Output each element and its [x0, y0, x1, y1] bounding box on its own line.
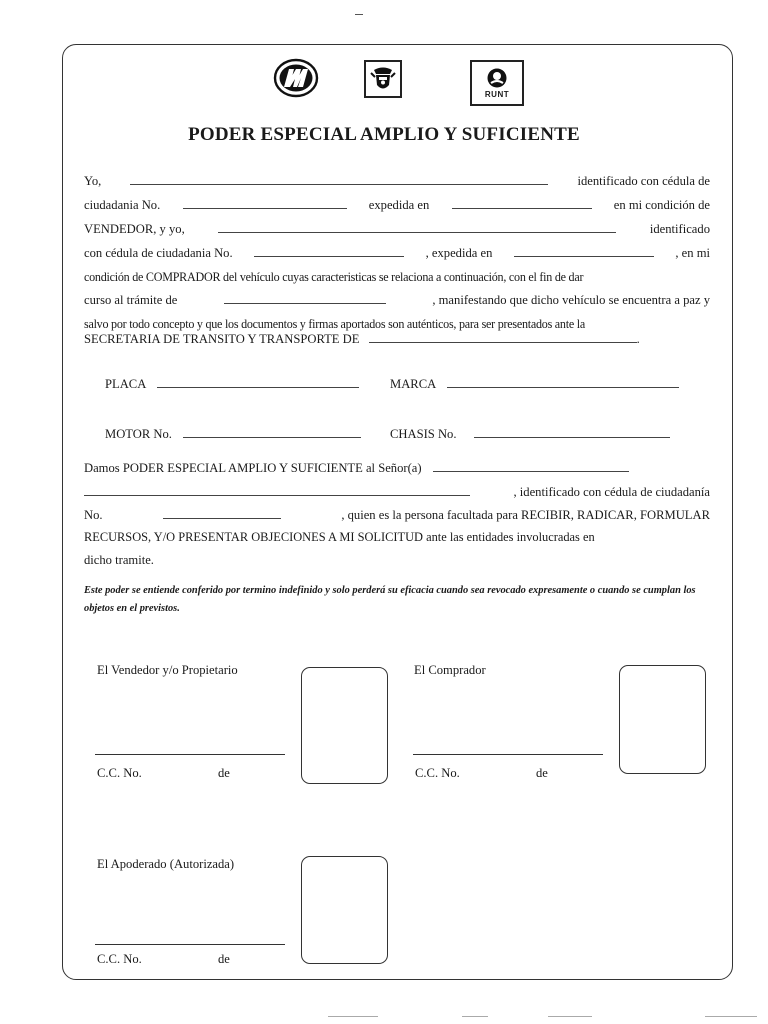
text-manifestando: , manifestando que dicho vehículo se encuentra a paz y	[432, 293, 710, 307]
text-vendedor-yo: VENDEDOR, y yo,	[84, 222, 185, 236]
mintransporte-m-logo-icon	[273, 58, 319, 98]
apoderado-cc-label: C.C. No.	[97, 952, 142, 966]
text-facultada: , quien es la persona facultada para RECIBIR, RADICAR, FORMULAR	[341, 508, 710, 522]
runt-logo-icon	[470, 60, 524, 106]
chasis-field[interactable]	[474, 426, 670, 438]
colombia-coat-of-arms-icon	[364, 60, 402, 98]
chasis-row	[390, 426, 670, 442]
body-line-1	[84, 173, 710, 189]
body-line-5: condición de COMPRADOR del vehículo cuyas caracteristicas se relaciona a continuación, con el fin de dar	[84, 270, 584, 284]
motor-row	[105, 426, 361, 442]
vendedor-signature-label: El Vendedor y/o Propietario	[97, 663, 238, 677]
scan-mark-3	[548, 1016, 592, 1017]
body-line-2	[84, 197, 710, 213]
body-line-6	[84, 292, 710, 308]
vendedor-de-label: de	[218, 766, 230, 780]
placa-row	[105, 376, 359, 392]
placa-field[interactable]	[157, 376, 359, 388]
chasis-label: CHASIS No.	[390, 427, 457, 441]
vendedor-signature-line[interactable]	[95, 754, 285, 755]
text-identificado-2: identificado	[649, 222, 710, 236]
poder-line-2	[84, 484, 710, 500]
text-en-mi: , en mi	[675, 246, 710, 260]
validity-notice: Este poder se entiende conferido por termino indefinido y solo perderá su eficacia cuando sea revocado expresamente o cuando se cumplan los objetos en el previstos.	[84, 585, 696, 614]
motor-label: MOTOR No.	[105, 427, 172, 441]
placa-label: PLACA	[105, 377, 146, 391]
apoderado-de-label: de	[218, 952, 230, 966]
marca-label: MARCA	[390, 377, 436, 391]
marca-row	[390, 376, 679, 392]
apoderado-signature-line[interactable]	[95, 944, 285, 945]
apoderado-signature-label: El Apoderado (Autorizada)	[97, 857, 235, 871]
poder-line-4: RECURSOS, Y/O PRESENTAR OBJECIONES A MI SOLICITUD ante las entidades involucradas en	[84, 530, 595, 544]
document-title: PODER ESPECIAL AMPLIO Y SUFICIENTE	[188, 124, 580, 145]
marca-field[interactable]	[447, 376, 679, 388]
text-period: .	[636, 332, 640, 346]
poder-line-3	[84, 507, 710, 523]
comprador-signature-line[interactable]	[413, 754, 603, 755]
text-condicion: en mi condición de	[613, 198, 710, 212]
text-expedida-2: , expedida en	[425, 246, 493, 260]
comprador-expedida-field[interactable]	[514, 245, 654, 257]
runt-logo-text: RUNT	[484, 90, 510, 99]
comprador-name-field[interactable]	[218, 221, 616, 233]
top-scan-mark	[355, 14, 363, 15]
vendedor-name-field[interactable]	[130, 173, 548, 185]
comprador-de-label: de	[536, 766, 548, 780]
body-line-7: salvo por todo concepto y que los documentos y firmas aportados son auténticos, para ser presentados ante la	[84, 317, 585, 331]
text-curso-tramite: curso al trámite de	[84, 293, 178, 307]
text-no: No.	[84, 508, 103, 522]
apoderado-cedula-field[interactable]	[163, 507, 281, 519]
tramite-field[interactable]	[224, 292, 386, 304]
text-damos-poder: Damos PODER ESPECIAL AMPLIO Y SUFICIENTE al Señor(a)	[84, 461, 422, 475]
text-cedula-no: con cédula de ciudadania No.	[84, 246, 233, 260]
vendedor-expedida-field[interactable]	[452, 197, 592, 209]
text-identificado-cedula: , identificado con cédula de ciudadanía	[513, 485, 710, 499]
text-secretaria: SECRETARIA DE TRANSITO Y TRANSPORTE DE	[84, 332, 360, 346]
scan-mark-1	[328, 1016, 378, 1017]
text-identificado: identificado con cédula de	[577, 174, 710, 188]
text-ciudadania: ciudadania No.	[84, 198, 161, 212]
vendedor-cedula-field[interactable]	[183, 197, 347, 209]
apoderado-name-field-1[interactable]	[433, 460, 629, 472]
scan-mark-2	[462, 1016, 488, 1017]
comprador-signature-label: El Comprador	[414, 663, 486, 677]
apoderado-fingerprint-box[interactable]	[301, 856, 388, 964]
poder-line-1	[84, 460, 629, 476]
body-line-3	[84, 221, 710, 237]
vendedor-cc-label: C.C. No.	[97, 766, 142, 780]
motor-field[interactable]	[183, 426, 361, 438]
comprador-cc-label: C.C. No.	[415, 766, 460, 780]
scan-mark-4	[705, 1016, 757, 1017]
vendedor-fingerprint-box[interactable]	[301, 667, 388, 784]
body-line-4	[84, 245, 710, 261]
comprador-cedula-field[interactable]	[254, 245, 404, 257]
body-line-8	[84, 331, 640, 347]
apoderado-name-field-2[interactable]	[84, 484, 470, 496]
text-yo: Yo,	[84, 174, 102, 188]
poder-line-5: dicho tramite.	[84, 553, 154, 567]
text-expedida: expedida en	[368, 198, 430, 212]
secretaria-field[interactable]	[369, 331, 637, 343]
comprador-fingerprint-box[interactable]	[619, 665, 706, 774]
